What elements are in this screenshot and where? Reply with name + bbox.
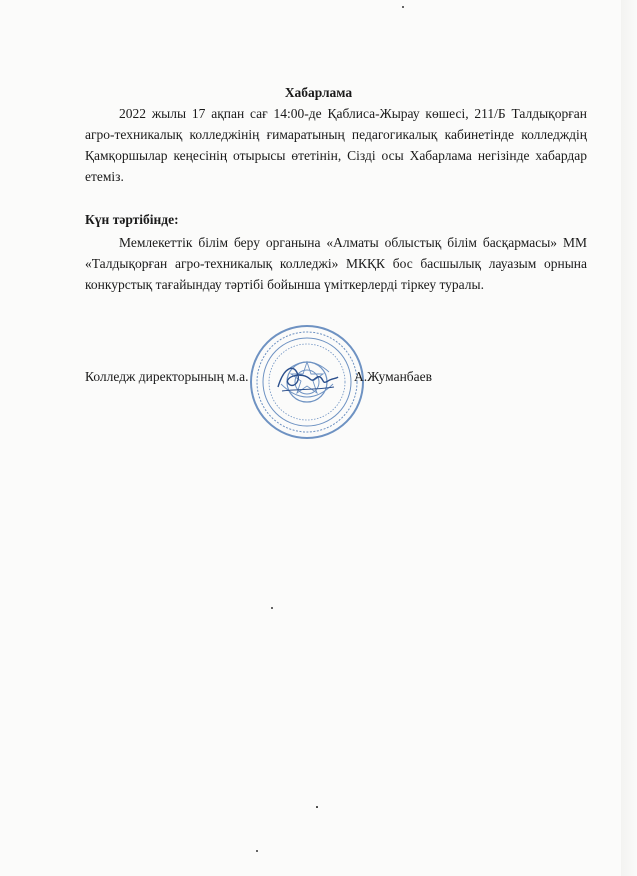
signatory-name: А.Жуманбаев [354, 369, 433, 384]
signatory-role: Колледж директорының м.а. [85, 369, 249, 384]
agenda-heading: Күн тәртібінде: [85, 212, 179, 227]
notice-paragraph: 2022 жылы 17 ақпан сағ 14:00-де Қаблиса-Жырау көшесі, 211/Б Талдықорған агро-техникалық колледжінің ғимаратының педагогикалық кабинетінде колледждің Қамқоршылар кеңесінің отырысы өтетінін, Сізді осы Хабарлама негізінде хабардар етеміз. [85, 106, 587, 184]
scan-speck [402, 6, 404, 8]
document-title: Хабарлама [284, 85, 353, 100]
scan-speck [316, 806, 318, 808]
agenda-paragraph: Мемлекеттік білім беру органына «Алматы облыстық білім басқармасы» ММ «Талдықорған агро-техникалық колледжі» МКҚК бос басшылық лауазым орнына конкурстық тағайындау тәртібі бойынша үміткерлерді тіркеу туралы. [85, 235, 587, 292]
signature-icon [272, 357, 342, 397]
scan-speck [256, 850, 258, 852]
page-edge-shadow [621, 0, 637, 876]
scan-speck [271, 607, 273, 609]
